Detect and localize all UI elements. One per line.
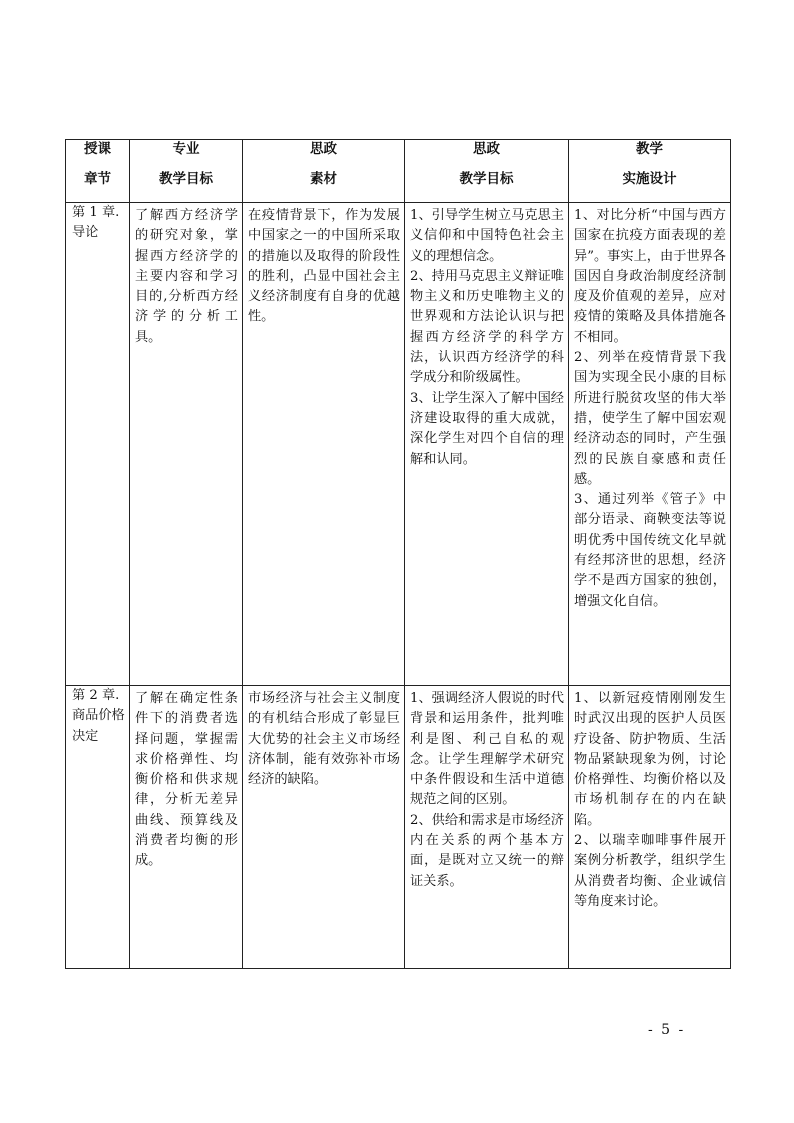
objective-cell: 了解在确定性条件下的消费者选择问题，掌握需求价格弹性、均衡价格和供求规律，分析无差异曲线、预算线及消费者均衡的形成。 bbox=[130, 686, 243, 969]
header-objective: 专业 教学目标 bbox=[130, 140, 243, 203]
material-cell: 在疫情背景下，作为发展中国家之一的中国所采取的措施以及取得的阶段性的胜利，凸显中国社会主义经济制度有自身的优越性。 bbox=[243, 203, 405, 686]
course-design-table bbox=[65, 139, 731, 969]
page-number: - 5 - bbox=[648, 1022, 686, 1038]
table-row bbox=[66, 203, 731, 686]
chapter-cell: 第 2 章.商品价格决定 bbox=[66, 686, 130, 969]
chapter-cell: 第 1 章.导论 bbox=[66, 203, 130, 686]
ideology-goal-cell: 1、强调经济人假说的时代背景和运用条件，批判唯利是图、利己自私的观念。让学生理解学术研究中条件假设和生活中道德规范之间的区别。 2、供给和需求是市场经济内在关系的两个基本方面，是既对立又统一的辩证关系。 bbox=[405, 686, 569, 969]
design-cell: 1、对比分析“中国与西方国家在抗疫方面表现的差异”。事实上，由于世界各国因自身政治制度经济制度及价值观的差异，应对疫情的策略及具体措施各不相同。 2、列举在疫情背景下我国为实现全民小康的目标所进行脱贫攻坚的伟大举措，使学生了解中国宏观经济动态的同时，产生强烈的民族自豪感和责任感。 3、通过列举《管子》中部分语录、商鞅变法等说明优秀中国传统文化早就有经邦济世的思想，经济学不是西方国家的独创，增强文化自信。 bbox=[569, 203, 731, 686]
header-chapter: 授课 章节 bbox=[66, 140, 130, 203]
table-header-row bbox=[66, 140, 731, 203]
objective-cell: 了解西方经济学的研究对象，掌握西方经济学的主要内容和学习目的,分析西方经济学的分析工具。 bbox=[130, 203, 243, 686]
header-ideology-goal: 思政 教学目标 bbox=[405, 140, 569, 203]
ideology-goal-cell: 1、引导学生树立马克思主义信仰和中国特色社会主义的理想信念。 2、持用马克思主义辩证唯物主义和历史唯物主义的世界观和方法论认识与把握西方经济学的科学方法，认识西方经济学的科学成分和阶级属性。 3、让学生深入了解中国经济建设取得的重大成就，深化学生对四个自信的理解和认同。 bbox=[405, 203, 569, 686]
material-cell: 市场经济与社会主义制度的有机结合形成了彰显巨大优势的社会主义市场经济体制，能有效弥补市场经济的缺陷。 bbox=[243, 686, 405, 969]
table-row bbox=[66, 686, 731, 969]
design-cell: 1、以新冠疫情刚刚发生时武汉出现的医护人员医疗设备、防护物质、生活物品紧缺现象为例，讨论价格弹性、均衡价格以及市场机制存在的内在缺陷。 2、以瑞幸咖啡事件展开案例分析教学，组织学生从消费者均衡、企业诚信等角度来讨论。 bbox=[569, 686, 731, 969]
header-design: 教学 实施设计 bbox=[569, 140, 731, 203]
header-material: 思政 素材 bbox=[243, 140, 405, 203]
